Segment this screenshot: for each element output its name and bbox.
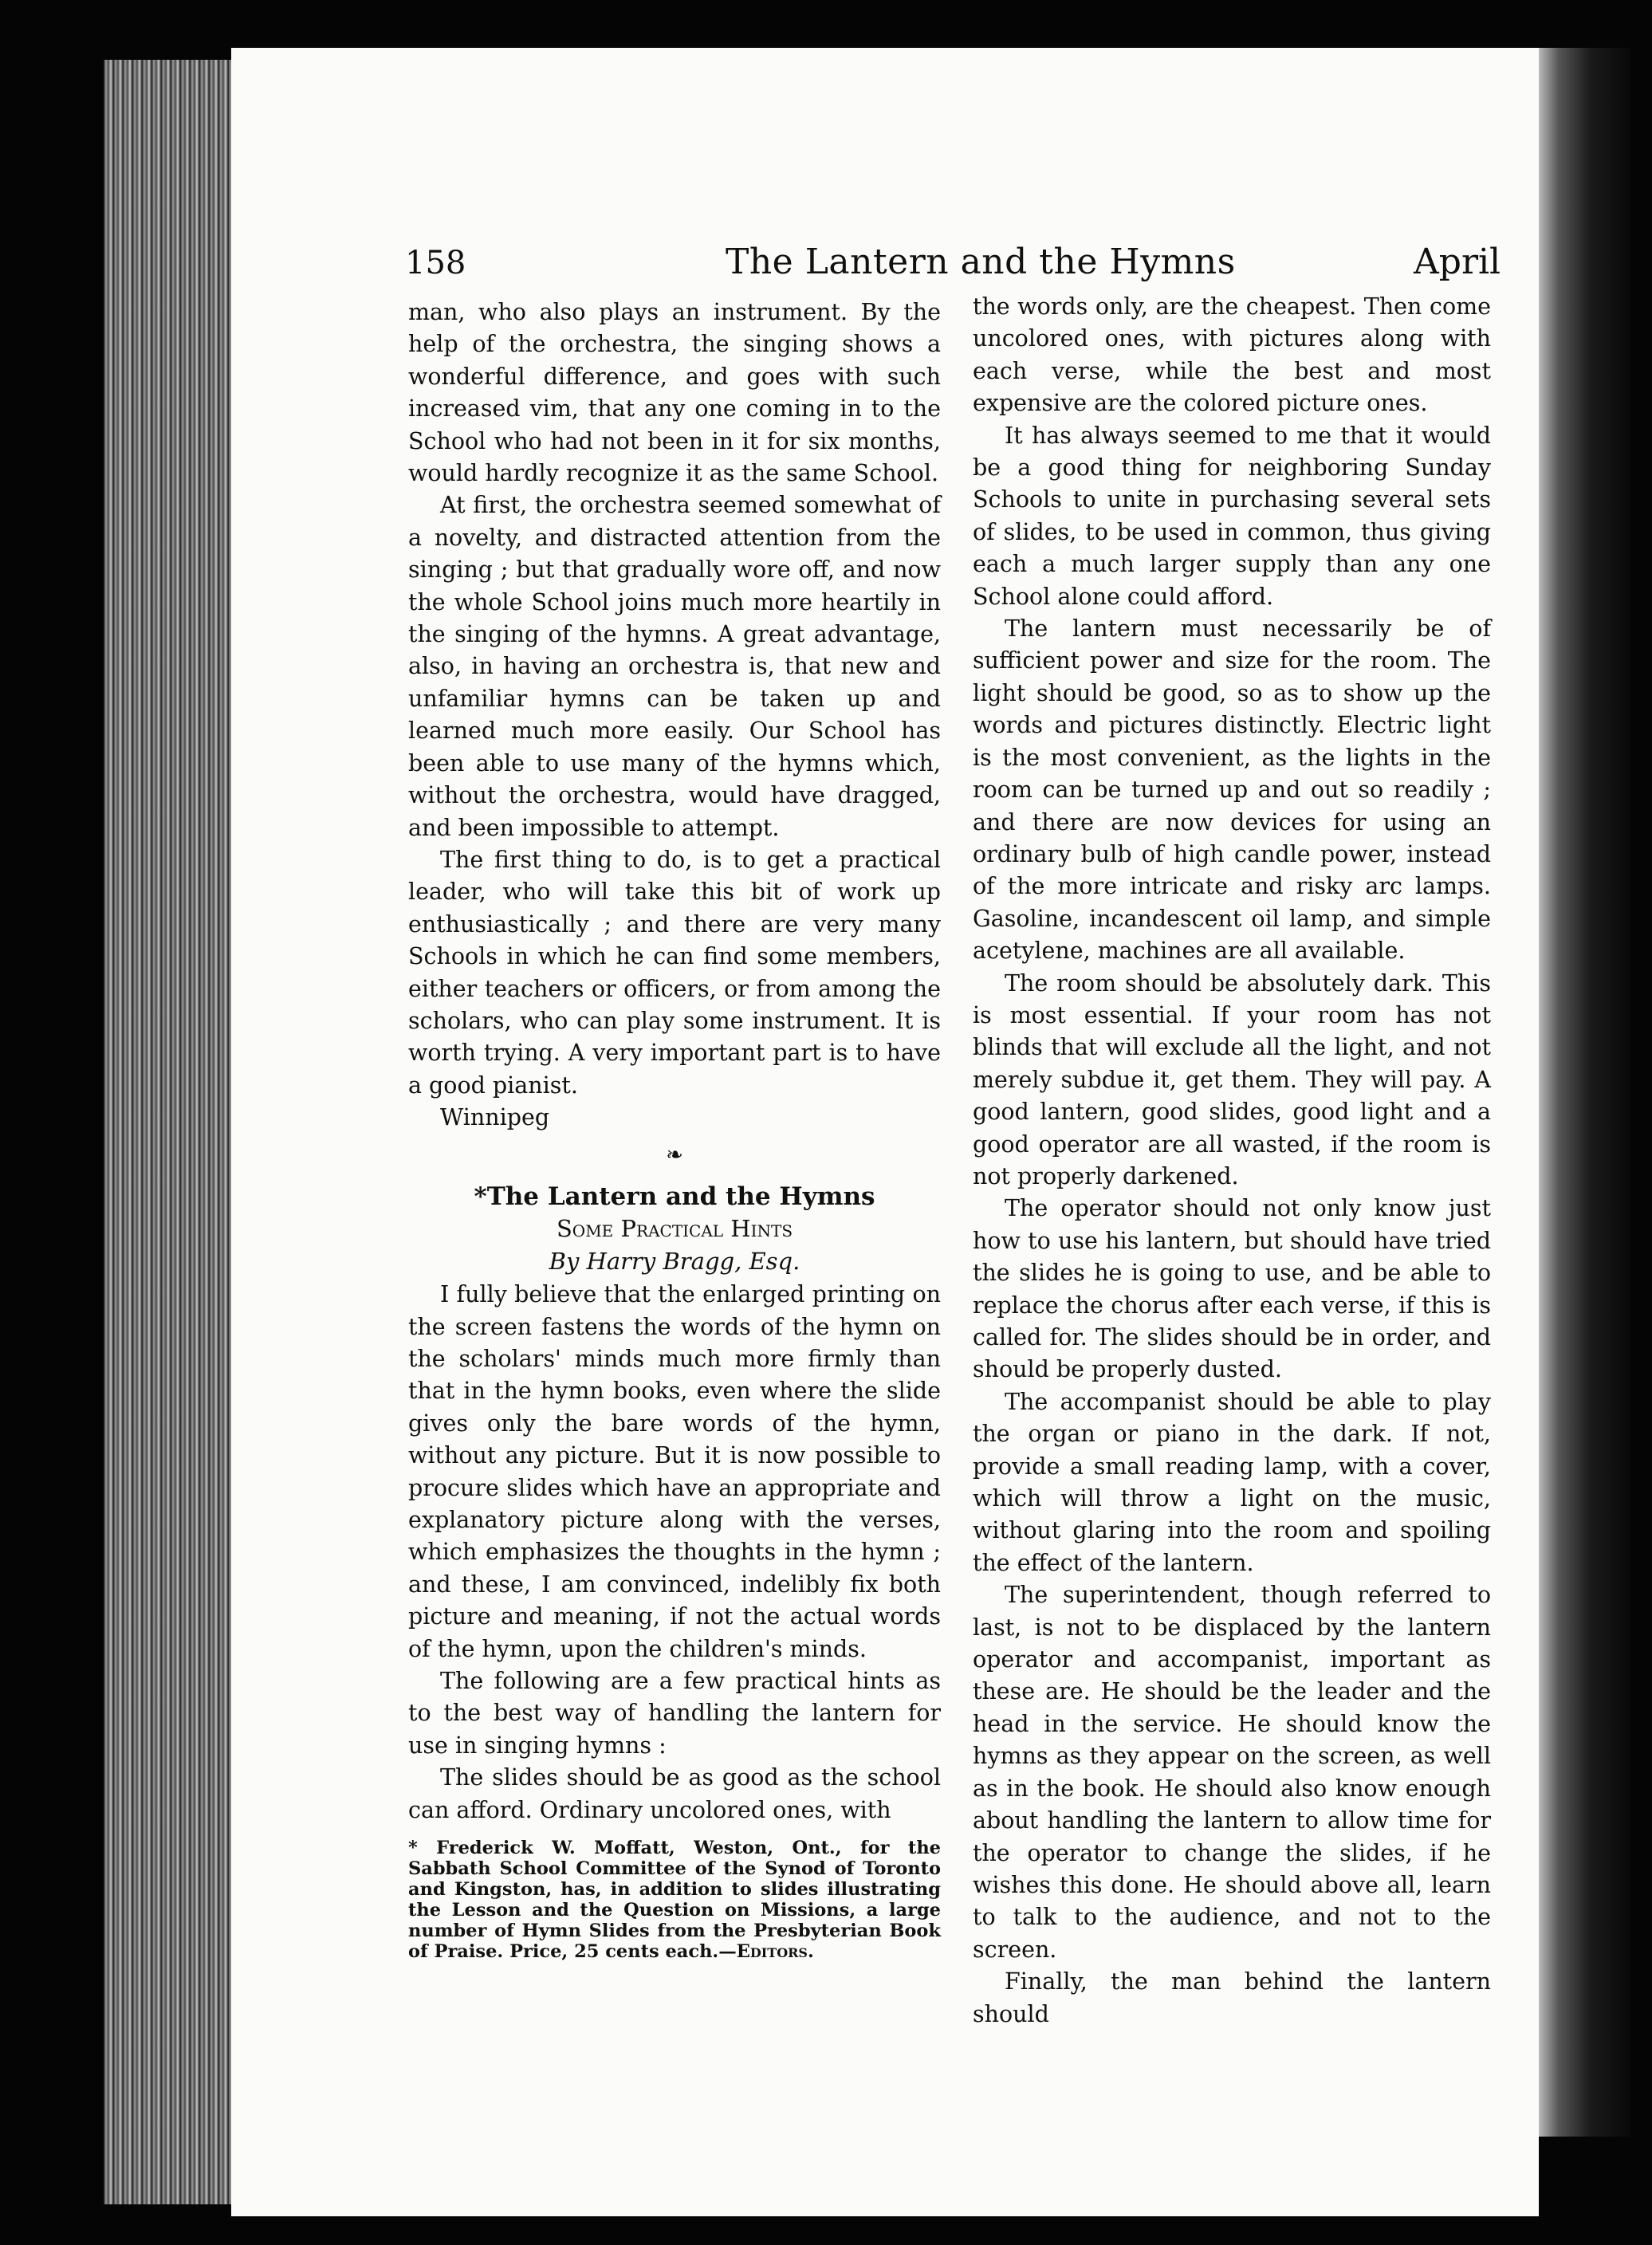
fleuron-ornament-icon: ❧	[666, 1142, 683, 1167]
book-page	[231, 48, 1539, 2216]
footnote-editors: Editors.	[736, 1941, 814, 1963]
running-head	[231, 227, 1539, 291]
paragraph: I fully believe that the enlarged printing on the screen fastens the words of the hymn on the scholars' minds much more firmly than that in the hymn books, even where the slide gives only the bare words of the hymn, without any picture. But it is now possible to procure slides which have an appropriate and explanatory picture along with the verses, which emphasizes the thoughts in the hymn ; and these, I am convinced, indelibly fix both picture and meaning, if not the actual words of the hymn, upon the children's minds.	[408, 1281, 941, 1662]
paragraph: The lantern must necessarily be of sufficient power and size for the room. The light should be good, so as to show up the words and pictures distinctly. Electric light is the most convenient, as the lights in the room can be turned up and out so readily ; and there are now devices for using an ordinary bulb of high candle power, instead of the more intricate and risky arc lamps. Gasoline, incandescent oil lamp, and simple acetylene, machines are all available.	[973, 615, 1491, 965]
paragraph: the words only, are the cheapest. Then come uncolored ones, with pictures along with each verse, while the best and most expensive are the colored picture ones.	[973, 293, 1491, 417]
article-title: *The Lantern and the Hymns	[474, 1181, 875, 1211]
page-stack-edges	[104, 60, 231, 2204]
running-month: April	[1414, 242, 1501, 282]
paragraph: The following are a few practical hints as to the best way of handling the lantern for use in singing hymns :	[408, 1668, 941, 1759]
paragraph: The operator should not only know just how to use his lantern, but should have tried the slides he is going to use, and be able to replace the chorus after each verse, if this is called for. The slides should be in order, and should be properly dusted.	[973, 1195, 1491, 1383]
article-subtitle: Some Practical Hints	[556, 1215, 793, 1243]
footnote-text: * Frederick W. Moffatt, Weston, Ont., for the Sabbath School Committee of the Synod of Toronto and Kingston, has, in addition to slides illustrating the Lesson and the Question on Missions, a large number of Hymn Slides from the Presbyterian Book of Praise. Price, 25 cents each.—	[408, 1838, 941, 1963]
page-right-edge	[1535, 48, 1630, 2137]
paragraph: It has always seemed to me that it would be a good thing for neighboring Sunday Schools to unite in purchasing several sets of slides, to be used in common, thus giving each a much larger supply than any one School alone could afford.	[973, 422, 1491, 610]
running-title: The Lantern and the Hymns	[726, 242, 1236, 282]
paragraph: The superintendent, though referred to last, is not to be displaced by the lantern operator and accompanist, important as these are. He should be the leader and the head in the service. He should know the hymns as they appear on the screen, as well as in the book. He should also know enough about handling the lantern to allow time for the operator to change the slides, if he wishes this done. He should above all, learn to talk to the audience, and not to the screen.	[973, 1582, 1491, 1963]
footnote	[408, 1838, 941, 1962]
paragraph: Finally, the man behind the lantern should	[973, 1968, 1491, 2027]
paragraph: At first, the orchestra seemed somewhat of a novelty, and distracted attention from the singing ; but that gradually wore off, and now the whole School joins much more heartily in the singing of the hymns. A great advantage, also, in having an orchestra is, that new and unfamiliar hymns can be taken up and learned much more easily. Our School has been able to use many of the hymns which, without the orchestra, would have dragged, and been impossible to attempt.	[408, 492, 941, 841]
signoff: Winnipeg	[440, 1104, 550, 1131]
right-column	[973, 291, 1491, 2031]
paragraph: The slides should be as good as the school can afford. Ordinary uncolored ones, with	[408, 1764, 941, 1823]
left-column	[408, 297, 941, 1962]
page-number: 158	[405, 245, 466, 281]
paragraph: The accompanist should be able to play the organ or piano in the dark. If not, provide a small reading lamp, with a cover, which will throw a light on the music, without glaring into the room and spoiling the effect of the lantern.	[973, 1388, 1491, 1576]
paragraph: The first thing to do, is to get a practical leader, who will take this bit of work up enthusiastically ; and there are very many Schools in which he can find some members, either teachers or officers, or from among the scholars, who can play some instrument. It is worth trying. A very important part is to have a good pianist.	[408, 846, 941, 1099]
paragraph: The room should be absolutely dark. This is most essential. If your room has not blinds that will exclude all the light, and not merely subdue it, get them. They will pay. A good lantern, good slides, good light and a good operator are all wasted, if the room is not properly darkened.	[973, 969, 1491, 1189]
paragraph: man, who also plays an instrument. By the help of the orchestra, the singing shows a wonderful difference, and goes with such increased vim, that any one coming in to the School who had not been in it for six months, would hardly recognize it as the same School.	[408, 299, 941, 487]
article-byline: By Harry Bragg, Esq.	[549, 1247, 800, 1275]
